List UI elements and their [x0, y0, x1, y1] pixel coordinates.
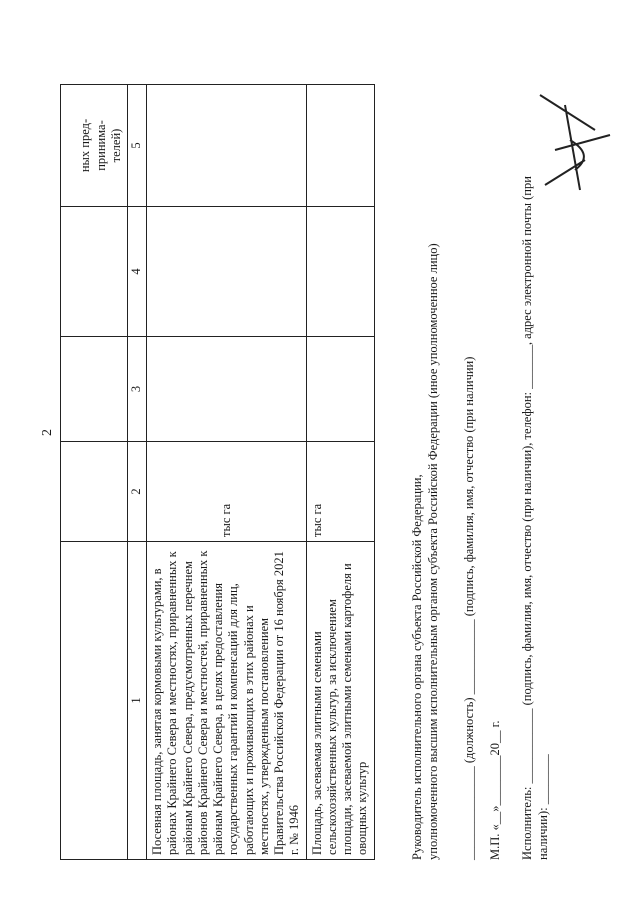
head-title-line-1: Руководитель исполнительного органа субъекта Российской Федерации,: [410, 474, 424, 860]
row-cell: [306, 207, 374, 337]
table-header-row: [61, 85, 128, 860]
column-number: 4: [128, 207, 147, 337]
rotated-content: [60, 40, 590, 860]
column-number: 3: [128, 337, 147, 442]
data-table: [60, 84, 375, 860]
header-cell: [61, 207, 128, 337]
column-number: 1: [128, 542, 147, 860]
table-row: [147, 85, 307, 860]
executor-line-2: наличии): ________: [536, 754, 550, 860]
position-signature-line: _______________ (должность) ____________ (подпись, фамилия, имя, отчество (при наличии): [462, 356, 476, 860]
header-cell: [61, 442, 128, 542]
column-number: 5: [128, 85, 147, 207]
row-cell: [147, 207, 307, 337]
head-title-line-2: уполномоченного высшим исполнительным органом субъекта Российской Федерации (иное уполномоченное лицо): [426, 243, 440, 860]
row-cell: [147, 337, 307, 442]
page-number: 2: [40, 429, 55, 436]
handwritten-signature: [525, 90, 615, 200]
header-cell-last: ных пред- принима- телей): [61, 85, 128, 207]
row-cell: [306, 337, 374, 442]
column-number: 2: [128, 442, 147, 542]
header-cell: [61, 337, 128, 442]
row-text: Площадь, засеваемая элитными семенами сельскохозяйственных культур, за исключением площади, засеваемой элитными семенами картофеля и овощных культур: [306, 542, 374, 860]
header-cell: [61, 542, 128, 860]
row-cell: [147, 85, 307, 207]
date-line: М.П. «__»________20__ г.: [488, 720, 502, 860]
row-unit: тыс га: [306, 442, 374, 542]
executor-line-1: Исполнитель: ____________ (подпись, фамилия, имя, отчество (при наличии), телефон: _______, адрес электронной почты (при: [520, 176, 534, 860]
column-number-row: [128, 85, 147, 860]
row-unit: тыс га: [147, 442, 307, 542]
table-row: [306, 85, 374, 860]
row-text: Посевная площадь, занятая кормовыми культурами, в районах Крайнего Севера и местностях, приравненных к районам Крайнего Севера, предусмотренных перечнем районов Крайнего Севера и местностей, приравненных к районам Крайнего Севера, в целях предоставления государственных гарантий и компенсаций для лиц, работающих и проживающих в этих районах и местностях, утвержденным постановлением Правительства Российской Федерации от 16 ноября 2021 г. № 1946: [147, 542, 307, 860]
row-cell: [306, 85, 374, 207]
